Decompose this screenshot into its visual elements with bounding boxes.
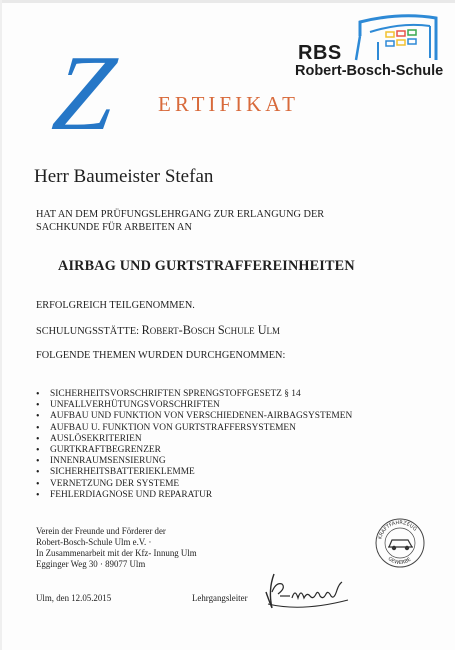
date-line: Ulm, den 12.05.2015 <box>36 593 112 603</box>
logo-school-name: Robert-Bosch-Schule <box>295 63 444 79</box>
leader-label: Lehrgangsleiter <box>192 593 248 603</box>
topic-item: • GURTKRAFTBEGRENZER <box>36 445 352 456</box>
topics-heading: FOLGENDE THEMEN WURDEN DURCHGENOMMEN: <box>36 350 286 361</box>
topic-item: • INNENRAUMSENSIERUNG <box>36 456 352 467</box>
scan-edge-top <box>0 0 455 3</box>
course-title: AIRBAG UND GURTSTRAFFEREINHEITEN <box>58 258 355 274</box>
completion-text: ERFOLGREICH TEILGENOMMEN. <box>36 300 195 311</box>
topic-item: • AUFBAU UND FUNKTION VON VERSCHIEDENEN-AIRBAGSYSTEMEN <box>36 411 352 422</box>
venue-line <box>36 323 280 338</box>
topic-item: • SICHERHEITSBATTERIEKLEMME <box>36 467 352 478</box>
venue-label: SCHULUNGSSTÄTTE: <box>36 326 139 337</box>
intro-line-2: SACHKUNDE FÜR ARBEITEN AN <box>36 221 192 233</box>
topics-list <box>36 389 352 501</box>
recipient-name: Herr Baumeister Stefan <box>34 166 214 187</box>
venue-value: Robert-Bosch Schule Ulm <box>141 323 281 337</box>
title-rest: ERTIFIKAT <box>158 92 299 116</box>
topic-item: • VERNETZUNG DER SYSTEME <box>36 479 352 490</box>
organisation-line: Robert-Bosch-Schule Ulm e.V. · <box>36 537 152 547</box>
stamp-top-text: KRAFTFAHRZEUG <box>377 519 418 541</box>
topic-item: • FEHLERDIAGNOSE UND REPARATUR <box>36 490 352 501</box>
organisation-line: Egginger Weg 30 · 89077 Ulm <box>36 559 146 569</box>
organisation-block <box>36 526 197 570</box>
logo-abbreviation: RBS <box>298 42 342 64</box>
scan-edge-left <box>0 0 2 650</box>
intro-text <box>36 209 324 234</box>
organisation-line: In Zusammenarbeit mit der Kfz- Innung Ulm <box>36 548 197 558</box>
title-initial: Z <box>47 34 121 153</box>
topic-item: • AUSLÖSEKRITERIEN <box>36 434 352 445</box>
guild-stamp-icon <box>374 517 426 569</box>
intro-line-1: HAT AN DEM PRÜFUNGSLEHRGANG ZUR ERLANGUNG DER <box>36 209 325 220</box>
topic-item: • SICHERHEITSVORSCHRIFTEN SPRENGSTOFFGESETZ § 14 <box>36 389 352 400</box>
stamp-bottom-text: GEWERBE <box>386 555 413 567</box>
organisation-line: Verein der Freunde und Förderer der <box>36 526 166 536</box>
topic-item: • AUFBAU U. FUNKTION VON GURTSTRAFFERSYSTEMEN <box>36 423 352 434</box>
signature-icon <box>262 568 354 612</box>
rbs-logo <box>290 14 450 92</box>
topic-item: • UNFALLVERHÜTUNGSVORSCHRIFTEN <box>36 400 352 411</box>
